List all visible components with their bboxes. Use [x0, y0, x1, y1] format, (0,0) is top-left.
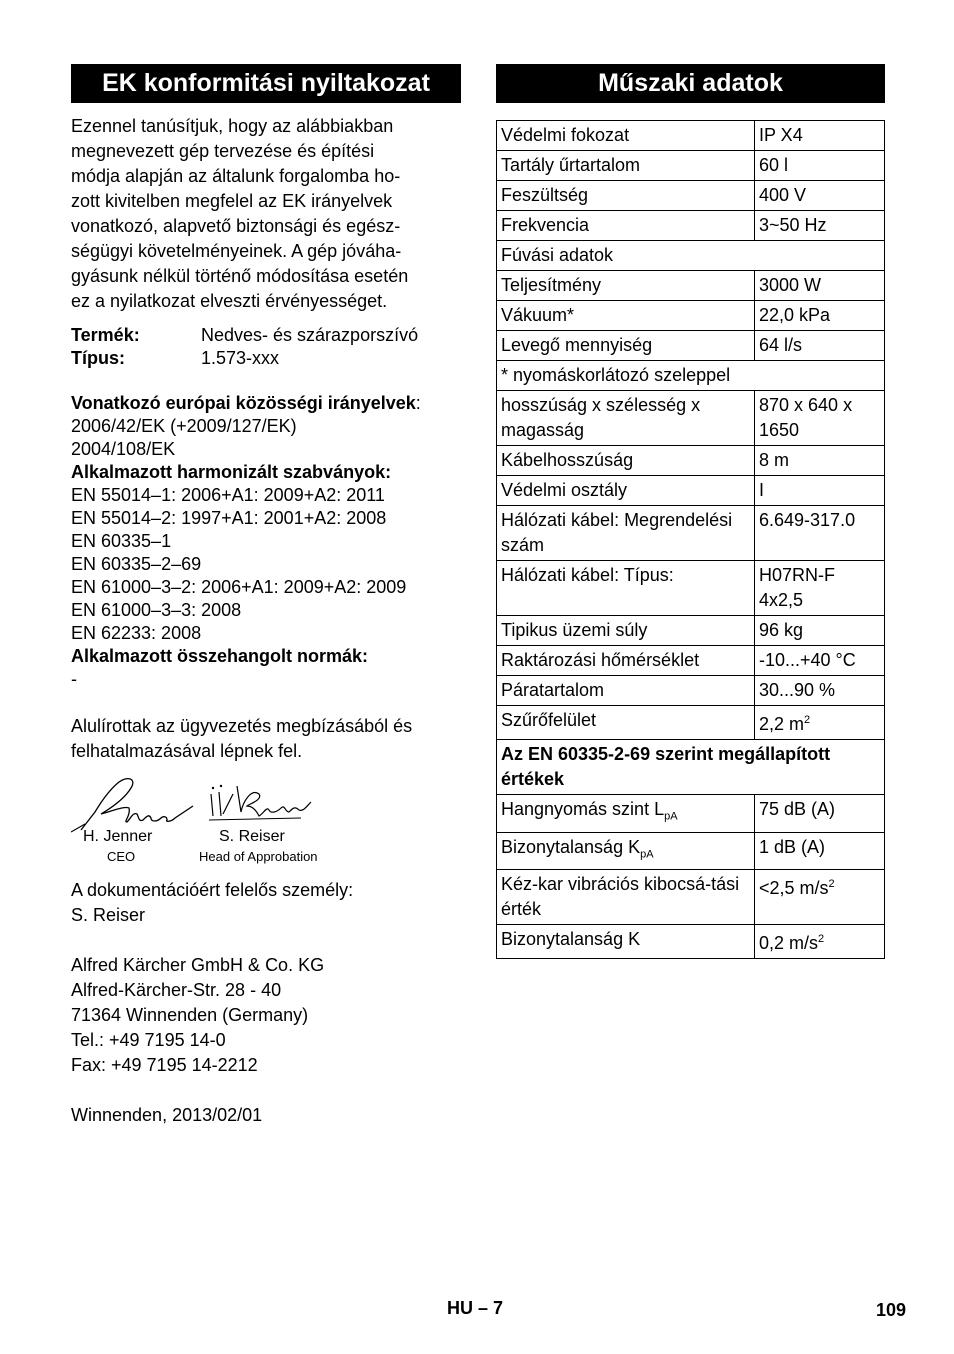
- standard-item: EN 55014–1: 2006+A1: 2009+A2: 2011: [71, 485, 385, 505]
- spec-value-cell: [755, 151, 885, 181]
- spec-value-cell: [755, 391, 885, 446]
- spec-label: Hálózati kábel: Típus:: [501, 565, 674, 585]
- spec-label-cell: [497, 561, 755, 616]
- spec-value-cell: [755, 476, 885, 506]
- spec-row: [497, 331, 885, 361]
- spec-row: [497, 361, 885, 391]
- directive-item: 2006/42/EK (+2009/127/EK): [71, 416, 297, 436]
- spec-label: Kéz-kar vibrációs kibocsá-tási érték: [501, 874, 740, 920]
- product-label: Termék:: [71, 325, 140, 345]
- address-line: Alfred Kärcher GmbH & Co. KG: [71, 955, 325, 975]
- spec-group-cell: Fúvási adatok: [497, 241, 885, 271]
- spec-row: [497, 832, 885, 870]
- spec-value: 870 x 640 x 1650: [759, 395, 853, 440]
- norms-value: -: [71, 669, 77, 689]
- spec-row: [497, 925, 885, 959]
- intro-line: gyásunk nélkül történő módosítása esetén: [71, 266, 409, 286]
- spec-group-cell: * nyomáskorlátozó szeleppel: [497, 361, 885, 391]
- signed-line: Alulírottak az ügyvezetés megbízásából és: [71, 716, 413, 736]
- doc-line: S. Reiser: [71, 905, 146, 925]
- directives-heading: Vonatkozó európai közösségi irányelvek: [71, 393, 416, 413]
- spec-value: 75 dB (A): [759, 799, 836, 819]
- standard-item: EN 55014–2: 1997+A1: 2001+A2: 2008: [71, 508, 387, 528]
- spec-label: Tartály űrtartalom: [501, 155, 641, 175]
- spec-label: Szűrőfelület: [501, 710, 597, 730]
- spec-label: Hálózati kábel: Megrendelési szám: [501, 510, 733, 555]
- spec-label: Raktározási hőmérséklet: [501, 650, 700, 670]
- spec-value-superscript: 2: [818, 933, 825, 946]
- spec-label: Bizonytalanság K: [501, 929, 641, 950]
- spec-group-cell: Az EN 60335-2-69 szerint megállapított értékek: [497, 740, 885, 795]
- spec-value: I: [759, 480, 765, 500]
- spec-table: [496, 120, 885, 959]
- standard-item: EN 61000–3–3: 2008: [71, 600, 242, 620]
- type-value: 1.573-xxx: [201, 348, 280, 368]
- footer-lang-page: HU – 7: [447, 1298, 504, 1318]
- spec-label: Tipikus üzemi súly: [501, 620, 648, 640]
- spec-row: [497, 740, 885, 795]
- spec-value: 30...90 %: [759, 680, 836, 700]
- spec-label-cell: [497, 506, 755, 561]
- standard-item: EN 61000–3–2: 2006+A1: 2009+A2: 2009: [71, 577, 407, 597]
- spec-label: Védelmi fokozat: [501, 125, 630, 145]
- intro-line: módja alapján az általunk forgalomba ho-: [71, 166, 401, 186]
- spec-value-cell: [755, 446, 885, 476]
- spec-label-cell: [497, 616, 755, 646]
- intro-line: Ezennel tanúsítjuk, hogy az alábbiakban: [71, 116, 394, 136]
- directives-heading-line: [71, 392, 461, 415]
- spec-value: 1 dB (A): [759, 836, 826, 857]
- spec-label: Vákuum*: [501, 305, 575, 325]
- spec-value-cell: [755, 706, 885, 740]
- spec-value: 3~50 Hz: [759, 215, 827, 235]
- address-line: 71364 Winnenden (Germany): [71, 1005, 309, 1025]
- spec-row: [497, 476, 885, 506]
- spec-row: [497, 181, 885, 211]
- directives-list: [71, 415, 461, 461]
- spec-label-cell: [497, 706, 755, 740]
- product-value: Nedves- és szárazporszívó: [201, 325, 419, 345]
- spec-label-cell: [497, 301, 755, 331]
- sig2-title: Head of Approbation: [199, 849, 318, 864]
- spec-row: [497, 561, 885, 616]
- spec-value: 22,0 kPa: [759, 305, 831, 325]
- intro-line: ségügyi követelményeinek. A gép jóváha-: [71, 241, 402, 261]
- standards-block: [71, 392, 461, 691]
- spec-row: [497, 446, 885, 476]
- directive-item: 2004/108/EK: [71, 439, 176, 459]
- product-row: [71, 324, 461, 347]
- signed-statement: [71, 714, 461, 764]
- norms-heading: Alkalmazott összehangolt normák:: [71, 646, 369, 666]
- spec-row: [497, 506, 885, 561]
- address-line: Tel.: +49 7195 14-0: [71, 1030, 226, 1050]
- spec-row: [497, 706, 885, 740]
- spec-value-cell: [755, 271, 885, 301]
- spec-row: [497, 616, 885, 646]
- spec-value-cell: [755, 506, 885, 561]
- intro-line: vonatkozó, alapvető biztonsági és egész-: [71, 216, 401, 236]
- page-number: 109: [876, 1300, 907, 1320]
- spec-row: [497, 646, 885, 676]
- spec-value: 0,2 m/s: [759, 933, 819, 954]
- standards-list: [71, 484, 461, 645]
- company-address: [71, 953, 461, 1078]
- place-date: Winnenden, 2013/02/01: [71, 1105, 263, 1125]
- spec-label-cell: [497, 676, 755, 706]
- spec-row: [497, 241, 885, 271]
- spec-value: 96 kg: [759, 620, 804, 640]
- spec-row: [497, 121, 885, 151]
- spec-label: hosszúság x szélesség x magasság: [501, 395, 701, 440]
- signature-block: [71, 772, 461, 872]
- spec-row: [497, 391, 885, 446]
- spec-label-cell: [497, 870, 755, 925]
- spec-label-cell: [497, 331, 755, 361]
- spec-label: Kábelhosszúság: [501, 450, 634, 470]
- intro-line: ez a nyilatkozat elveszti érvényességet.: [71, 291, 388, 311]
- sig1-name: H. Jenner: [83, 828, 153, 845]
- spec-label-cell: [497, 925, 755, 959]
- technical-heading: Műszaki adatok: [496, 64, 885, 103]
- spec-value-cell: [755, 646, 885, 676]
- standards-heading: Alkalmazott harmonizált szabványok:: [71, 462, 392, 482]
- spec-value: 8 m: [759, 450, 790, 470]
- type-label: Típus:: [71, 348, 125, 368]
- spec-label: Bizonytalanság K: [501, 836, 641, 857]
- spec-value-cell: [755, 331, 885, 361]
- standard-item: EN 60335–2–69: [71, 554, 202, 574]
- address-line: Alfred-Kärcher-Str. 28 - 40: [71, 980, 282, 1000]
- spec-row: [497, 795, 885, 833]
- spec-label-cell: [497, 446, 755, 476]
- spec-value-cell: [755, 795, 885, 833]
- spec-row: [497, 301, 885, 331]
- spec-label-cell: [497, 151, 755, 181]
- spec-label: Páratartalom: [501, 680, 605, 700]
- spec-value: 6.649-317.0: [759, 510, 856, 530]
- intro-line: megnevezett gép tervezése és építési: [71, 141, 375, 161]
- intro-line: zott kivitelben megfelel az EK irányelvek: [71, 191, 393, 211]
- spec-value-cell: [755, 181, 885, 211]
- spec-value: 60 l: [759, 155, 789, 175]
- spec-label: Feszültség: [501, 185, 589, 205]
- conformity-section: [71, 64, 461, 1128]
- spec-label: Védelmi osztály: [501, 480, 628, 500]
- spec-value: 64 l/s: [759, 335, 803, 355]
- spec-label: Hangnyomás szint L: [501, 799, 665, 819]
- spec-value-superscript: 2: [804, 714, 811, 726]
- spec-label-subscript: pA: [640, 848, 654, 861]
- spec-label-subscript: pA: [664, 810, 678, 823]
- spec-value-cell: [755, 301, 885, 331]
- spec-value: H07RN-F 4x2,5: [759, 565, 836, 610]
- standard-item: EN 60335–1: [71, 531, 172, 551]
- spec-label-cell: [497, 795, 755, 833]
- spec-value-cell: [755, 925, 885, 959]
- spec-value: -10...+40 °C: [759, 650, 856, 670]
- spec-label-cell: [497, 121, 755, 151]
- spec-value-cell: [755, 211, 885, 241]
- doc-line: A dokumentációért felelős személy:: [71, 880, 354, 900]
- product-info: [71, 324, 461, 370]
- spec-value-cell: [755, 832, 885, 870]
- spec-value-cell: [755, 676, 885, 706]
- conformity-intro: [71, 114, 461, 314]
- spec-label-cell: [497, 391, 755, 446]
- spec-value: 2,2 m: [759, 714, 805, 734]
- technical-section: [496, 64, 885, 959]
- spec-value: 3000 W: [759, 275, 822, 295]
- spec-label-cell: [497, 271, 755, 301]
- directives-colon: :: [415, 393, 421, 413]
- spec-label-cell: [497, 646, 755, 676]
- type-row: [71, 347, 461, 370]
- spec-label: Levegő mennyiség: [501, 335, 653, 355]
- spec-value-cell: [755, 870, 885, 925]
- spec-label-cell: [497, 181, 755, 211]
- spec-value-cell: [755, 121, 885, 151]
- spec-value-cell: [755, 616, 885, 646]
- sig1-title: CEO: [107, 849, 136, 864]
- spec-row: [497, 211, 885, 241]
- spec-label-cell: [497, 476, 755, 506]
- spec-label-cell: [497, 211, 755, 241]
- spec-label: Frekvencia: [501, 215, 590, 235]
- spec-row: [497, 271, 885, 301]
- spec-label-cell: [497, 832, 755, 870]
- spec-value: 400 V: [759, 185, 807, 205]
- address-line: Fax: +49 7195 14-2212: [71, 1055, 258, 1075]
- spec-row: [497, 870, 885, 925]
- standard-item: EN 62233: 2008: [71, 623, 202, 643]
- spec-row: [497, 676, 885, 706]
- conformity-heading: EK konformitási nyiltakozat: [71, 64, 461, 103]
- documentation-contact: [71, 878, 461, 928]
- spec-value-cell: [755, 561, 885, 616]
- signed-line: felhatalmazásával lépnek fel.: [71, 741, 303, 761]
- spec-label: Teljesítmény: [501, 275, 602, 295]
- sig2-name: S. Reiser: [219, 828, 285, 845]
- spec-value: IP X4: [759, 125, 803, 145]
- spec-value-superscript: 2: [828, 878, 835, 891]
- spec-row: [497, 151, 885, 181]
- spec-value: <2,5 m/s: [759, 878, 829, 899]
